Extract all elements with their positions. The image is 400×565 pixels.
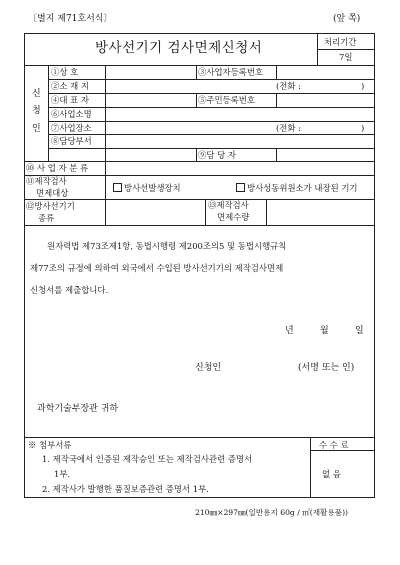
- fee-value: 없 음: [322, 469, 341, 479]
- department-extra-field[interactable]: [106, 149, 195, 160]
- resident-reg-no-label: ⑤주민등록번호: [198, 95, 255, 105]
- inspection-target-label-2: 면제대상: [36, 188, 69, 198]
- address-field[interactable]: [106, 80, 271, 92]
- department-field[interactable]: [106, 135, 374, 147]
- company-name-label: ①상 호: [51, 67, 79, 77]
- statement-line-3: 신청서를 제출합니다.: [30, 285, 109, 295]
- device-type-label-2: 종류: [38, 213, 55, 223]
- quantity-field[interactable]: [267, 200, 374, 224]
- signature-or-seal-label: (서명 또는 인): [298, 363, 355, 373]
- resident-reg-no-field[interactable]: [277, 94, 374, 106]
- applicant-label-3: 인: [32, 124, 41, 134]
- applicant-label-2: 청: [32, 106, 41, 116]
- business-category-field[interactable]: [106, 162, 374, 174]
- statement-line-1: 원자력법 제73조제1항, 동법시행령 제200조의5 및 동법시행규칙: [47, 241, 287, 251]
- phone-1-field[interactable]: [316, 80, 360, 92]
- attachments-title: ※ 첨부서류: [28, 440, 72, 450]
- option-radiation-generator-label: 방사선발생장치: [124, 183, 181, 193]
- option-radiation-generator[interactable]: [113, 183, 181, 192]
- person-in-charge-field[interactable]: [277, 149, 374, 160]
- applicant-label-1: 신: [32, 89, 41, 99]
- date-year-label: 년: [285, 326, 294, 336]
- date-day-label: 일: [355, 326, 364, 336]
- processing-period-value: 7일: [339, 52, 353, 62]
- company-name-field[interactable]: [106, 66, 195, 78]
- option-isotope-device[interactable]: [236, 183, 358, 192]
- applicant-signature-label: 신청인: [195, 363, 222, 373]
- representative-field[interactable]: [106, 94, 195, 106]
- quantity-label-1: ⑬제작검사: [208, 200, 249, 210]
- form-title: 방사선기기 검사면제신청서: [95, 40, 263, 56]
- attachment-item-2: 2. 제작사가 발행한 품질보증관련 증명서 1부.: [42, 484, 209, 494]
- date-day-field[interactable]: [332, 325, 352, 337]
- representative-label: ④대 표 자: [51, 95, 89, 105]
- attachment-item-1-cont: 1부.: [54, 469, 71, 479]
- business-place-name-label: ⑥사업소명: [51, 109, 92, 119]
- option-isotope-device-label: 방사성동위원소가 내장된 기기: [247, 183, 358, 193]
- date-month-field[interactable]: [298, 325, 318, 337]
- business-reg-no-label: ③사업자등록번호: [198, 67, 264, 77]
- phone-1-label: (전화 :: [276, 81, 301, 91]
- device-type-field[interactable]: [106, 200, 204, 224]
- inspection-target-label-1: ⑪제작검사: [26, 176, 67, 186]
- phone-2-label: (전화 :: [276, 123, 301, 133]
- device-type-label-1: ⑫방사선기기: [26, 201, 75, 211]
- form-number: 〔별지 제71호서식〕: [28, 14, 113, 24]
- applicant-name-field[interactable]: [232, 362, 294, 374]
- quantity-label-2: 면제수량: [217, 212, 250, 222]
- statement-line-2: 제77조의 규정에 의하여 외국에서 수입된 방사선기기의 제작검사면제: [30, 263, 284, 273]
- addressee: 과학기술부장관 귀하: [37, 404, 119, 414]
- page-side-label: (앞 쪽): [333, 14, 361, 24]
- processing-period-label: 처리기간: [324, 37, 357, 47]
- business-place-name-field[interactable]: [106, 108, 374, 120]
- attachment-item-1: 1. 제작국에서 인증된 제작승인 또는 제작검사관련 증명서: [42, 454, 253, 464]
- business-place-location-label: ⑦사업장소: [51, 123, 92, 133]
- address-label: ②소 재 지: [51, 81, 89, 91]
- date-year-field[interactable]: [252, 325, 282, 337]
- person-in-charge-label: ⑨담 당 자: [198, 150, 236, 160]
- phone-2-field[interactable]: [316, 122, 360, 133]
- checkbox-isotope-device[interactable]: [236, 183, 245, 192]
- paper-spec: 210㎜×297㎜(일반용지 60g / ㎡(재활용품)): [195, 508, 348, 517]
- department-label: ⑧담당부서: [51, 136, 92, 146]
- checkbox-radiation-generator[interactable]: [113, 183, 122, 192]
- date-month-label: 월: [320, 326, 329, 336]
- phone-2-close: ): [361, 123, 365, 133]
- fee-label: 수 수 료: [319, 440, 349, 450]
- phone-1-close: ): [361, 81, 365, 91]
- business-place-location-field[interactable]: [106, 122, 271, 133]
- business-category-label: ⑩ 사 업 자 분 류: [26, 163, 89, 173]
- business-reg-no-field[interactable]: [277, 66, 374, 78]
